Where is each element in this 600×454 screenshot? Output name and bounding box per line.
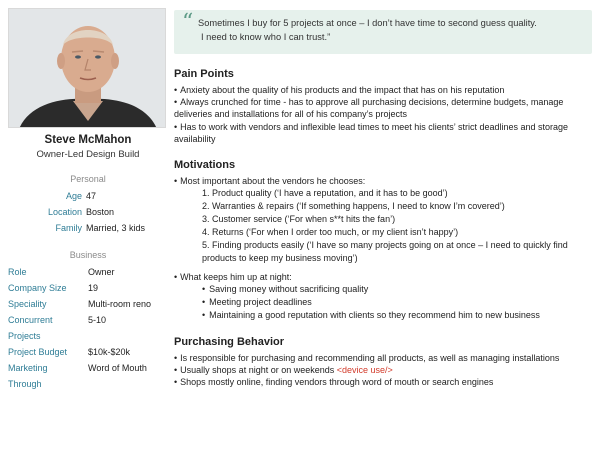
motivations-heading: Motivations xyxy=(174,159,236,172)
business-section-label: Business xyxy=(69,250,107,260)
list-item: • What keeps him up at night: xyxy=(174,271,592,283)
persona-quote xyxy=(174,10,592,54)
list-item: 5. Finding products easily (‘I have so many projects going on at once – I need to quickly find products to keep my business moving’) xyxy=(202,239,568,263)
purchasing-text: Usually shops at night or on weekends xyxy=(180,364,337,375)
personal-value: 47 xyxy=(86,191,97,201)
business-key: Marketing xyxy=(8,363,48,373)
business-key: Concurrent xyxy=(8,315,53,325)
personal-row-family xyxy=(8,220,168,236)
vendor-priorities-list xyxy=(174,187,592,264)
quote-line-2: I need to know who I can trust.” xyxy=(201,32,331,42)
business-row xyxy=(8,360,168,376)
business-row xyxy=(8,264,168,280)
personal-details xyxy=(8,188,168,236)
purchasing-list xyxy=(174,352,592,389)
purchasing-heading: Purchasing Behavior xyxy=(174,335,285,348)
persona-name: Steve McMahon xyxy=(44,134,132,146)
personal-key: Age xyxy=(65,191,82,201)
list-item: • Has to work with vendors and inflexible lead times to meet his clients’ strict deadlines and storage availability xyxy=(174,121,592,145)
pain-points-heading: Pain Points xyxy=(174,68,234,80)
list-item: • Most important about the vendors he chooses: xyxy=(174,175,592,187)
list-item: • Maintaining a good reputation with clients so they recommend him to new business xyxy=(202,309,592,322)
profile-panel xyxy=(8,8,168,392)
list-item: • Always crunched for time - has to approve all purchasing decisions, determine budgets, manage deliveries and installations for all of his company’s projects xyxy=(174,96,592,120)
personal-value: Boston xyxy=(86,207,115,217)
business-row xyxy=(8,296,168,312)
personal-key: Location xyxy=(47,207,82,217)
personal-row-age xyxy=(8,188,168,204)
pain-points-list xyxy=(174,84,592,145)
list-item: 4. Returns (‘For when I order too much, or my client isn’t happy’) xyxy=(202,226,459,237)
business-key: Company Size xyxy=(8,283,67,293)
personal-row-location xyxy=(8,204,168,220)
business-key: Speciality xyxy=(8,299,47,309)
persona-photo xyxy=(8,8,166,128)
business-row xyxy=(8,280,168,296)
keeps-up-list xyxy=(174,271,592,283)
business-value: Multi-room reno xyxy=(88,299,152,309)
business-row xyxy=(8,376,168,392)
night-concerns-list xyxy=(174,283,592,322)
list-item: • Saving money without sacrificing quality xyxy=(202,283,592,296)
device-use-tag: <device use/> xyxy=(336,364,393,375)
persona-title: Owner-Led Design Build xyxy=(36,149,140,160)
business-row xyxy=(8,312,168,328)
motivations-list xyxy=(174,175,592,187)
list-item xyxy=(174,364,592,376)
list-item: • Anxiety about the quality of his products and the impact that has on his reputation xyxy=(174,84,592,96)
persona-content xyxy=(174,10,592,388)
list-item: • Shops mostly online, finding vendors through word of mouth or search engines xyxy=(174,376,592,388)
list-item: • Meeting project deadlines xyxy=(202,296,592,309)
personal-value: Married, 3 kids xyxy=(86,223,146,233)
business-value: Word of Mouth xyxy=(88,363,147,373)
quote-line-1: Sometimes I buy for 5 projects at once – I don’t have time to second guess quality. xyxy=(198,18,537,28)
business-key: Role xyxy=(8,267,27,277)
business-key: Through xyxy=(8,379,42,389)
business-value: 19 xyxy=(88,283,99,293)
business-row xyxy=(8,344,168,360)
list-item: 2. Warranties & repairs (‘If something happens, I need to know I’m covered’) xyxy=(202,201,505,212)
personal-key: Family xyxy=(55,223,82,233)
business-row xyxy=(8,328,168,344)
business-value: Owner xyxy=(88,267,115,277)
personal-section-label: Personal xyxy=(70,174,106,184)
list-item: 1. Product quality (‘I have a reputation, and it has to be good’) xyxy=(202,188,448,199)
business-details xyxy=(8,264,168,392)
list-item: 3. Customer service (‘For when s**t hits the fan’) xyxy=(202,214,396,225)
business-key: Projects xyxy=(8,331,41,341)
quote-mark-icon: “ xyxy=(182,10,194,35)
business-key: Project Budget xyxy=(8,347,68,357)
list-item: • Is responsible for purchasing and recommending all products, as well as managing installations xyxy=(174,352,592,364)
business-value: $10k-$20k xyxy=(88,347,131,357)
business-value: 5-10 xyxy=(88,315,107,325)
